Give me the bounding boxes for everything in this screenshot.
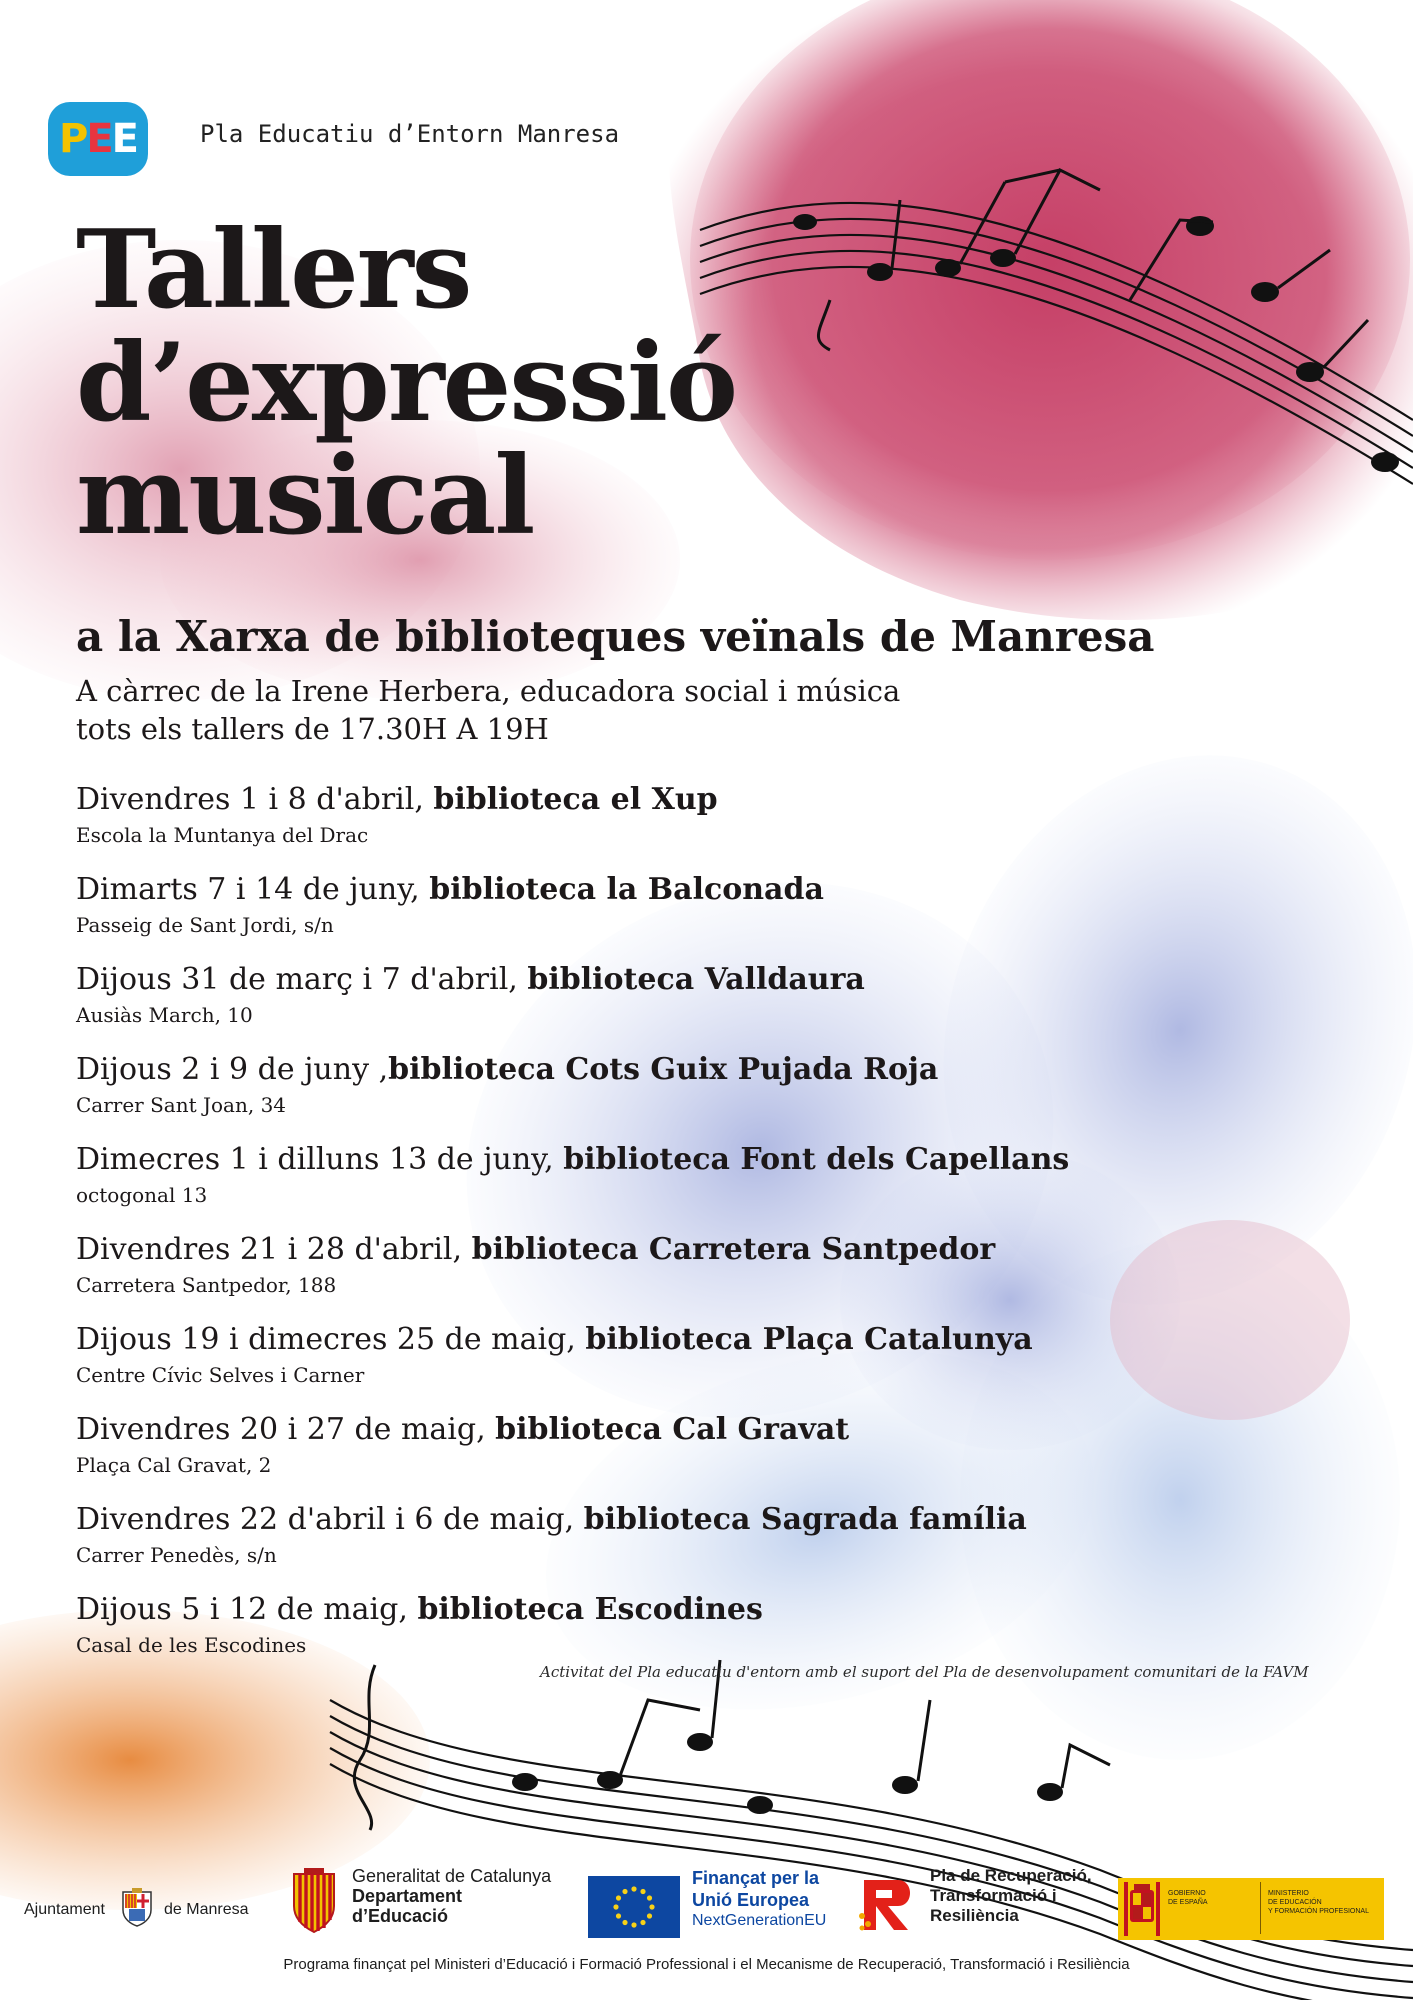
ministry-line-2: DE EDUCACIÓN: [1268, 1899, 1322, 1906]
prtr-line-1: Pla de Recuperació,: [930, 1866, 1092, 1885]
session-address: Plaça Cal Gravat, 2: [76, 1453, 272, 1477]
session-address: Carretera Santpedor, 188: [76, 1273, 337, 1297]
session-address: Passeig de Sant Jordi, s/n: [76, 913, 334, 937]
session-item: [76, 870, 1126, 960]
spain-coat-of-arms-icon: [1124, 1882, 1160, 1936]
session-dates: Dijous 2 i 9 de juny ,: [76, 1052, 389, 1087]
session-dates: Divendres 20 i 27 de maig,: [76, 1412, 496, 1447]
session-dates: Divendres 1 i 8 d'abril,: [76, 782, 434, 817]
manresa-shield-icon: [120, 1888, 154, 1928]
poster-subtitle: a la Xarxa de biblioteques veïnals de Manresa: [76, 612, 1155, 661]
session-item: [76, 1050, 1126, 1140]
session-address: octogonal 13: [76, 1183, 208, 1207]
eu-union-label: Unió Europea: [692, 1890, 810, 1910]
session-address: Ausiàs March, 10: [76, 1003, 253, 1027]
session-library: biblioteca la Balconada: [429, 872, 824, 907]
activity-credit: Activitat del Pla educatiu d'entorn amb el suport del Pla de desenvolupament comunitari de la FAVM: [540, 1663, 1309, 1681]
session-dates: Dijous 19 i dimecres 25 de maig,: [76, 1322, 586, 1357]
eu-nextgen-label: NextGenerationEU: [692, 1912, 827, 1929]
generalitat-department: Departament: [352, 1886, 463, 1906]
session-item: [76, 1500, 1126, 1590]
session-item: [76, 780, 1126, 870]
prtr-line-2: Transformació i: [930, 1886, 1057, 1905]
session-library: biblioteca Escodines: [417, 1592, 763, 1627]
ajuntament-label: Ajuntament: [24, 1901, 105, 1918]
session-dates: Divendres 22 d'abril i 6 de maig,: [76, 1502, 584, 1537]
session-library: biblioteca Sagrada família: [583, 1502, 1027, 1537]
session-library: biblioteca el Xup: [433, 782, 718, 817]
ministry-line-1: MINISTERIO: [1268, 1890, 1309, 1897]
organization-name: Pla Educatiu d’Entorn Manresa: [200, 120, 620, 148]
sessions-list: [76, 780, 1126, 1680]
session-library: biblioteca Cal Gravat: [495, 1412, 850, 1447]
pee-logo: PEE: [59, 116, 137, 162]
session-address: Carrer Penedès, s/n: [76, 1543, 277, 1567]
ministry-line-3: Y FORMACIÓN PROFESIONAL: [1268, 1908, 1369, 1915]
byline: [76, 672, 900, 748]
title-line: d’expressió: [76, 320, 737, 446]
generalitat-emblem-icon: [290, 1868, 338, 1934]
session-item: [76, 1140, 1126, 1230]
session-item: [76, 1230, 1126, 1320]
manresa-label: de Manresa: [164, 1901, 249, 1918]
session-dates: Dimarts 7 i 14 de juny,: [76, 872, 430, 907]
title-line: Tallers: [76, 207, 471, 333]
session-dates: Dijous 5 i 12 de maig,: [76, 1592, 418, 1627]
session-address: Centre Cívic Selves i Carner: [76, 1363, 365, 1387]
session-library: biblioteca Valldaura: [527, 962, 865, 997]
gobierno-line-2: DE ESPAÑA: [1168, 1899, 1208, 1906]
session-library: biblioteca Plaça Catalunya: [585, 1322, 1033, 1357]
session-address: Casal de les Escodines: [76, 1633, 307, 1657]
session-item: [76, 960, 1126, 1050]
session-dates: Dimecres 1 i dilluns 13 de juny,: [76, 1142, 564, 1177]
session-item: [76, 1410, 1126, 1500]
session-dates: Divendres 21 i 28 d'abril,: [76, 1232, 472, 1267]
generalitat-area: d’Educació: [352, 1906, 449, 1926]
eu-funded-label: Finançat per la: [692, 1868, 820, 1888]
session-dates: Dijous 31 de març i 7 d'abril,: [76, 962, 528, 997]
session-library: biblioteca Carretera Santpedor: [471, 1232, 996, 1267]
session-library: biblioteca Cots Guix Pujada Roja: [388, 1052, 939, 1087]
eu-flag-icon: [588, 1876, 680, 1938]
session-address: Carrer Sant Joan, 34: [76, 1093, 287, 1117]
funding-footnote: Programa finançat pel Ministeri d’Educació i Formació Professional i el Mecanisme de Recuperació, Transformació i Resiliència: [283, 1956, 1130, 1973]
title-line: musical: [76, 433, 534, 559]
ministry-divider: [1260, 1882, 1261, 1934]
session-item: [76, 1320, 1126, 1410]
prtr-logo-icon: [858, 1870, 918, 1934]
session-address: Escola la Muntanya del Drac: [76, 823, 369, 847]
generalitat-name: Generalitat de Catalunya: [352, 1866, 552, 1886]
gobierno-line-1: GOBIERNO: [1168, 1890, 1206, 1897]
session-library: biblioteca Font dels Capellans: [563, 1142, 1070, 1177]
poster-title: [76, 207, 936, 559]
byline-schedule: tots els tallers de 17.30H A 19H: [76, 712, 549, 746]
byline-instructor: A càrrec de la Irene Herbera, educadora social i música: [76, 674, 901, 708]
prtr-line-3: Resiliència: [930, 1906, 1019, 1925]
